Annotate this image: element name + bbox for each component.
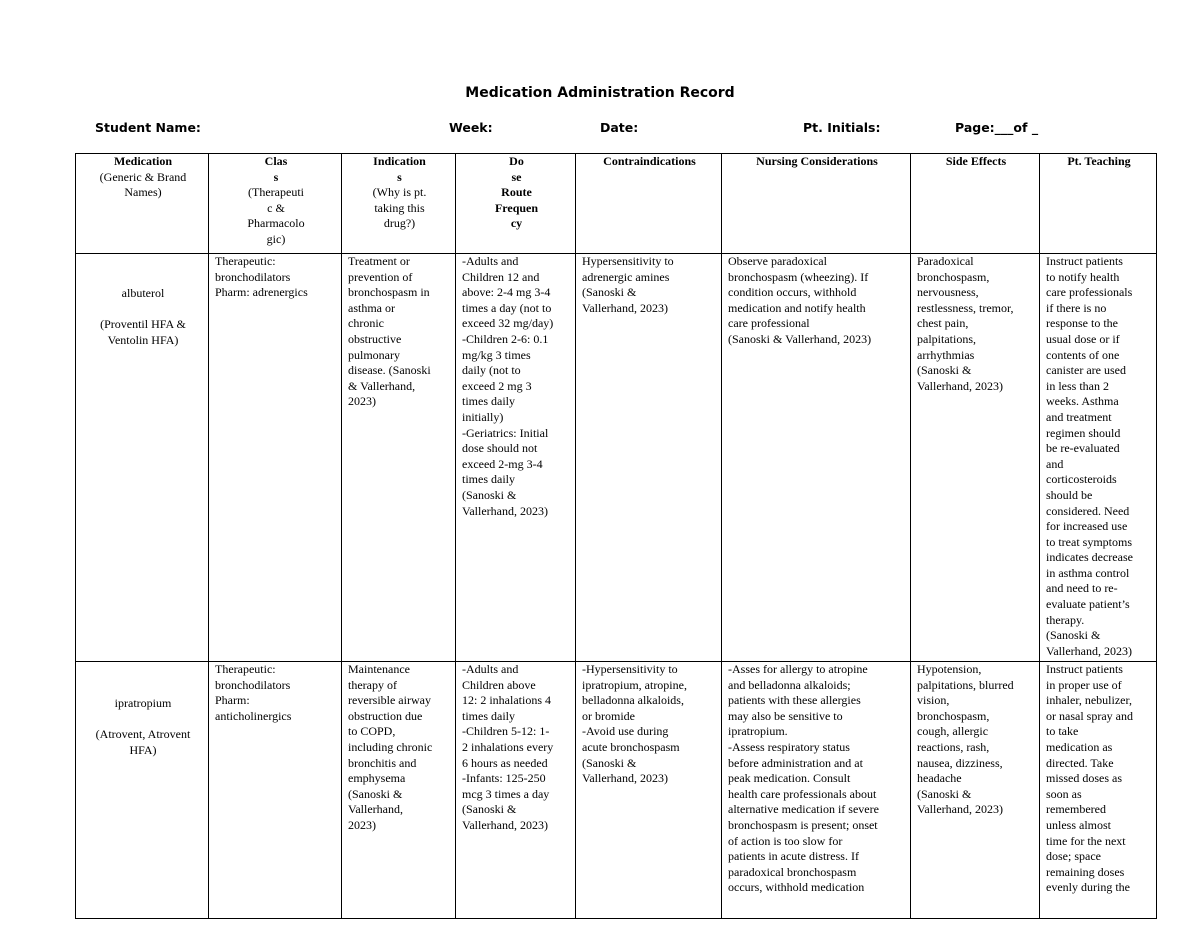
page-title: Medication Administration Record xyxy=(465,85,735,101)
contraindications-cell: Hypersensitivity to adrenergic amines (Sanoski & Vallerhand, 2023) xyxy=(576,254,722,662)
indications-cell: Maintenance therapy of reversible airway obstruction due to COPD, including chronic bronchitis and emphysema (Sanoski & Vallerhand, 2023) xyxy=(342,662,456,919)
header-medication: Medication (Generic & Brand Names) xyxy=(76,154,209,254)
dose-cell: -Adults and Children 12 and above: 2-4 mg 3-4 times a day (not to exceed 32 mg/day) -Children 2-6: 0.1 mg/kg 3 times daily (not to exceed 2 mg 3 times daily initially) -Geriatrics: Initial dose should not exceed 2-mg 3-4 times daily (Sanoski & Vallerhand, 2023) xyxy=(456,254,576,662)
indications-cell: Treatment or prevention of bronchospasm in asthma or chronic obstructive pulmonary disease. (Sanoski & Vallerhand, 2023) xyxy=(342,254,456,662)
medication-cell: ipratropium (Atrovent, Atrovent HFA) xyxy=(76,662,209,919)
nursing-considerations-cell: Observe paradoxical bronchospasm (wheezing). If condition occurs, withhold medication and notify health care professional (Sanoski & Vallerhand, 2023) xyxy=(722,254,911,662)
student-name-label: Student Name: xyxy=(95,120,201,135)
header-side-effects: Side Effects xyxy=(911,154,1040,254)
header-contraindications: Contraindications xyxy=(576,154,722,254)
header-nursing-considerations: Nursing Considerations xyxy=(722,154,911,254)
class-cell: Therapeutic: bronchodilators Pharm: anticholinergics xyxy=(209,662,342,919)
nursing-considerations-cell: -Asses for allergy to atropine and belladonna alkaloids; patients with these allergies may also be sensitive to ipratropium. -Assess respiratory status before administration and at peak medication. Consult health care professionals about alternative medication if severe bronchospasm is present; onset of action is too slow for patients in acute distress. If paradoxical bronchospasm occurs, withhold medication xyxy=(722,662,911,919)
week-label: Week: xyxy=(449,120,493,135)
table-row xyxy=(76,254,1157,662)
pt-teaching-cell: Instruct patients to notify health care professionals if there is no response to the usual dose or if contents of one canister are used in less than 2 weeks. Asthma and treatment regimen should be re-evaluated and corticosteroids should be considered. Need for increased use to treat symptoms indicates decrease in asthma control and need to re- evaluate patient’s therapy. (Sanoski & Vallerhand, 2023) xyxy=(1040,254,1157,662)
header-indications: Indication s (Why is pt. taking this drug?) xyxy=(342,154,456,254)
pt-teaching-cell: Instruct patients in proper use of inhaler, nebulizer, or nasal spray and to take medication as directed. Take missed doses as soon as remembered unless almost time for the next dose; space remaining doses evenly during the xyxy=(1040,662,1157,919)
header-class: Clas s (Therapeuti c & Pharmacolo gic) xyxy=(209,154,342,254)
pt-initials-label: Pt. Initials: xyxy=(803,120,881,135)
dose-cell: -Adults and Children above 12: 2 inhalations 4 times daily -Children 5-12: 1- 2 inhalations every 6 hours as needed -Infants: 125-250 mcg 3 times a day (Sanoski & Vallerhand, 2023) xyxy=(456,662,576,919)
contraindications-cell: -Hypersensitivity to ipratropium, atropine, belladonna alkaloids, or bromide -Avoid use during acute bronchospasm (Sanoski & Vallerhand, 2023) xyxy=(576,662,722,919)
date-label: Date: xyxy=(600,120,639,135)
page-number-label: Page:___of _ xyxy=(955,120,1039,135)
medication-cell: albuterol (Proventil HFA & Ventolin HFA) xyxy=(76,254,209,662)
side-effects-cell: Paradoxical bronchospasm, nervousness, restlessness, tremor, chest pain, palpitations, arrhythmias (Sanoski & Vallerhand, 2023) xyxy=(911,254,1040,662)
class-cell: Therapeutic: bronchodilators Pharm: adrenergics xyxy=(209,254,342,662)
header-pt-teaching: Pt. Teaching xyxy=(1040,154,1157,254)
table-row xyxy=(76,662,1157,919)
header-row xyxy=(76,154,1157,254)
header-dose: Do se Route Frequen cy xyxy=(456,154,576,254)
medication-table xyxy=(75,153,1157,919)
side-effects-cell: Hypotension, palpitations, blurred vision, bronchospasm, cough, allergic reactions, rash, nausea, dizziness, headache (Sanoski & Vallerhand, 2023) xyxy=(911,662,1040,919)
